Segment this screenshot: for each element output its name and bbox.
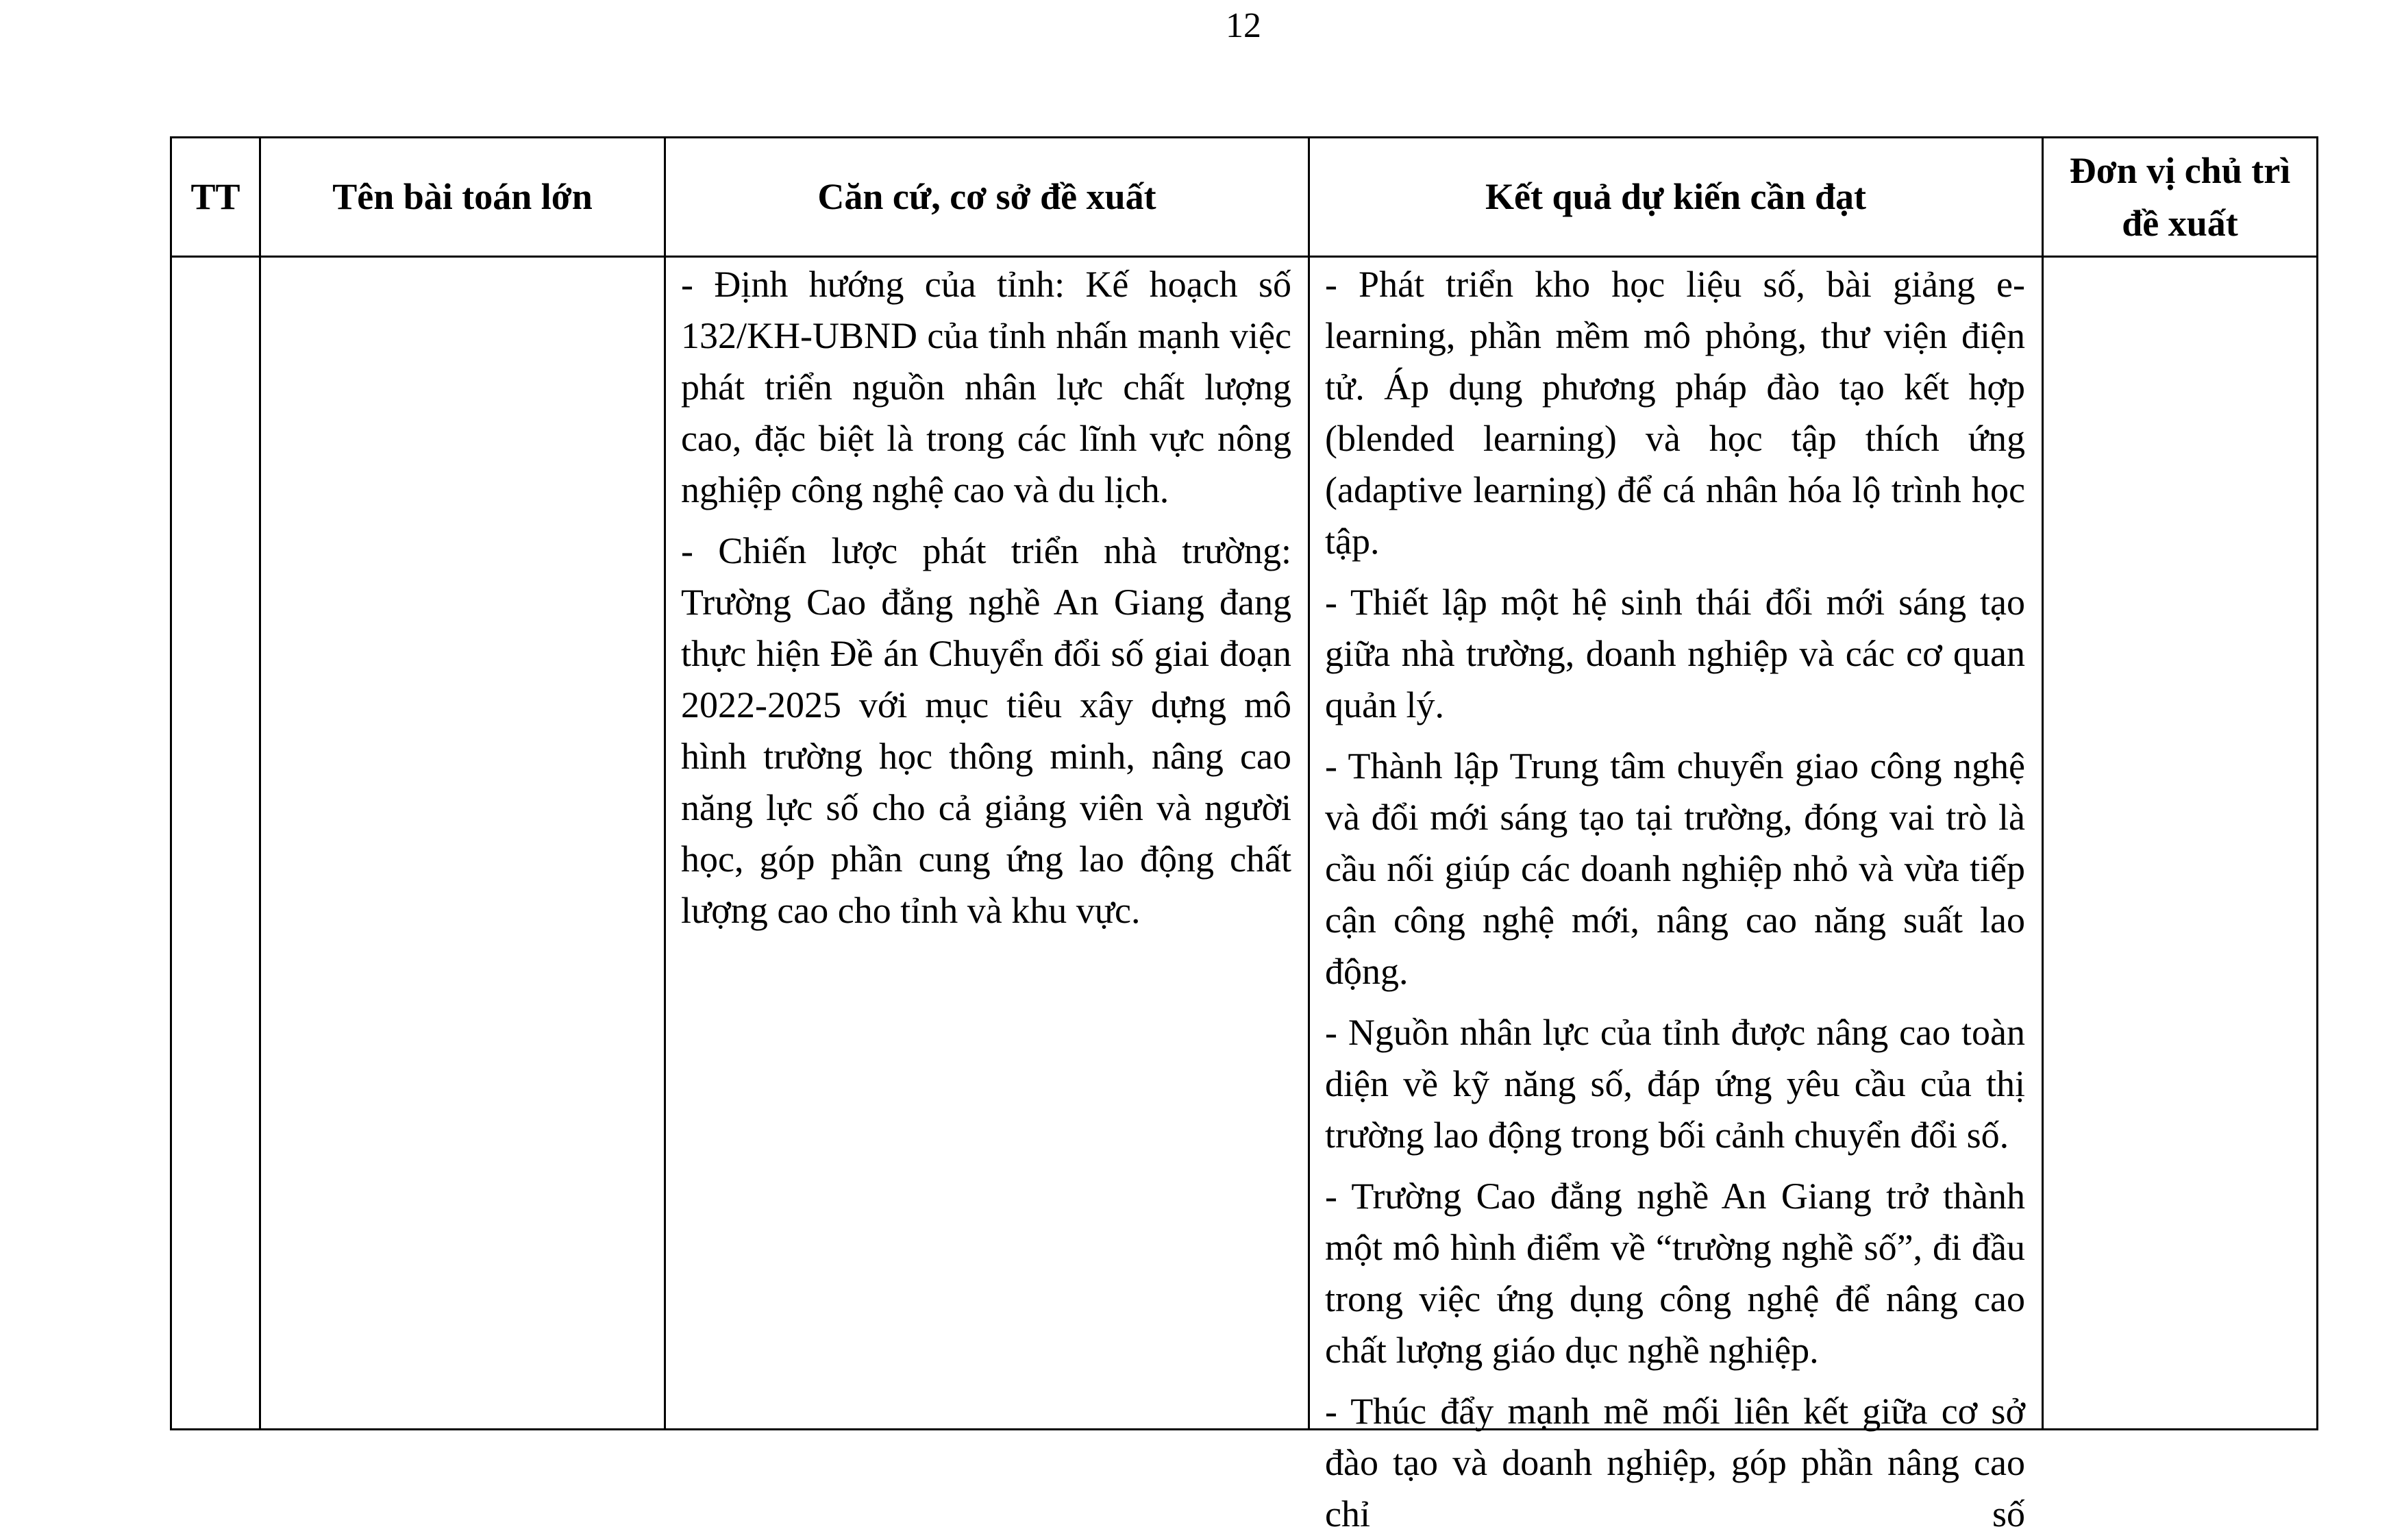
can-cu-text bbox=[666, 258, 1308, 1427]
proposal-table bbox=[170, 136, 2318, 1535]
cell-can-cu bbox=[665, 257, 1309, 1430]
header-don-vi-line2: đề xuất bbox=[2122, 202, 2238, 244]
ket-qua-paragraph: - Nguồn nhân lực của tỉnh được nâng cao toàn diện về kỹ năng số, đáp ứng yêu cầu của thị trường lao động trong bối cảnh chuyển đổi số. bbox=[1325, 1012, 2025, 1156]
ket-qua-text bbox=[1310, 258, 2042, 1535]
header-ket-qua: Kết quả dự kiến cần đạt bbox=[1309, 138, 2043, 257]
can-cu-paragraph: - Định hướng của tỉnh: Kế hoạch số 132/KH-UBND của tỉnh nhấn mạnh việc phát triển nguồn nhân lực chất lượng cao, đặc biệt là trong các lĩnh vực nông nghiệp công nghệ cao và du lịch. bbox=[681, 264, 1291, 510]
ket-qua-paragraph: - Thiết lập một hệ sinh thái đổi mới sáng tạo giữa nhà trường, doanh nghiệp và các cơ quan quản lý. bbox=[1325, 582, 2025, 725]
header-tt: TT bbox=[171, 138, 260, 257]
cell-don-vi bbox=[2043, 257, 2318, 1430]
ket-qua-paragraph: - Phát triển kho học liệu số, bài giảng e-learning, phần mềm mô phỏng, thư viện điện tử. Áp dụng phương pháp đào tạo kết hợp (blended learning) và học tập thích ứng (adaptive learning) để cá nhân hóa lộ trình học tập. bbox=[1325, 264, 2025, 562]
header-don-vi-line1: Đơn vị chủ trì bbox=[2069, 149, 2291, 191]
ket-qua-paragraph: - Thúc đẩy mạnh mẽ mối liên kết giữa cơ sở đào tạo và doanh nghiệp, góp phần nâng cao chỉ số bbox=[1325, 1391, 2025, 1535]
ket-qua-paragraph: - Thành lập Trung tâm chuyển giao công nghệ và đổi mới sáng tạo tại trường, đóng vai trò là cầu nối giúp các doanh nghiệp nhỏ và vừa tiếp cận công nghệ mới, nâng cao năng suất lao động. bbox=[1325, 745, 2025, 992]
table-row bbox=[171, 257, 2318, 1430]
can-cu-paragraph: - Chiến lược phát triển nhà trường: Trường Cao đẳng nghề An Giang đang thực hiện Đề án Chuyển đổi số giai đoạn 2022-2025 với mục tiêu xây dựng mô hình trường học thông minh, nâng cao năng lực số cho cả giảng viên và người học, góp phần cung ứng lao động chất lượng cao cho tỉnh và khu vực. bbox=[681, 530, 1291, 931]
cell-ten-bai-toan bbox=[260, 257, 665, 1430]
header-don-vi bbox=[2043, 138, 2318, 257]
header-ten-bai-toan: Tên bài toán lớn bbox=[260, 138, 665, 257]
page-number: 12 bbox=[1226, 6, 1261, 45]
cell-ket-qua bbox=[1309, 257, 2043, 1535]
table-header-row bbox=[171, 138, 2318, 257]
header-can-cu: Căn cứ, cơ sở đề xuất bbox=[665, 138, 1309, 257]
cell-tt bbox=[171, 257, 260, 1430]
ket-qua-paragraph: - Trường Cao đẳng nghề An Giang trở thành một mô hình điểm về “trường nghề số”, đi đầu trong việc ứng dụng công nghệ để nâng cao chất lượng giáo dục nghề nghiệp. bbox=[1325, 1176, 2025, 1371]
